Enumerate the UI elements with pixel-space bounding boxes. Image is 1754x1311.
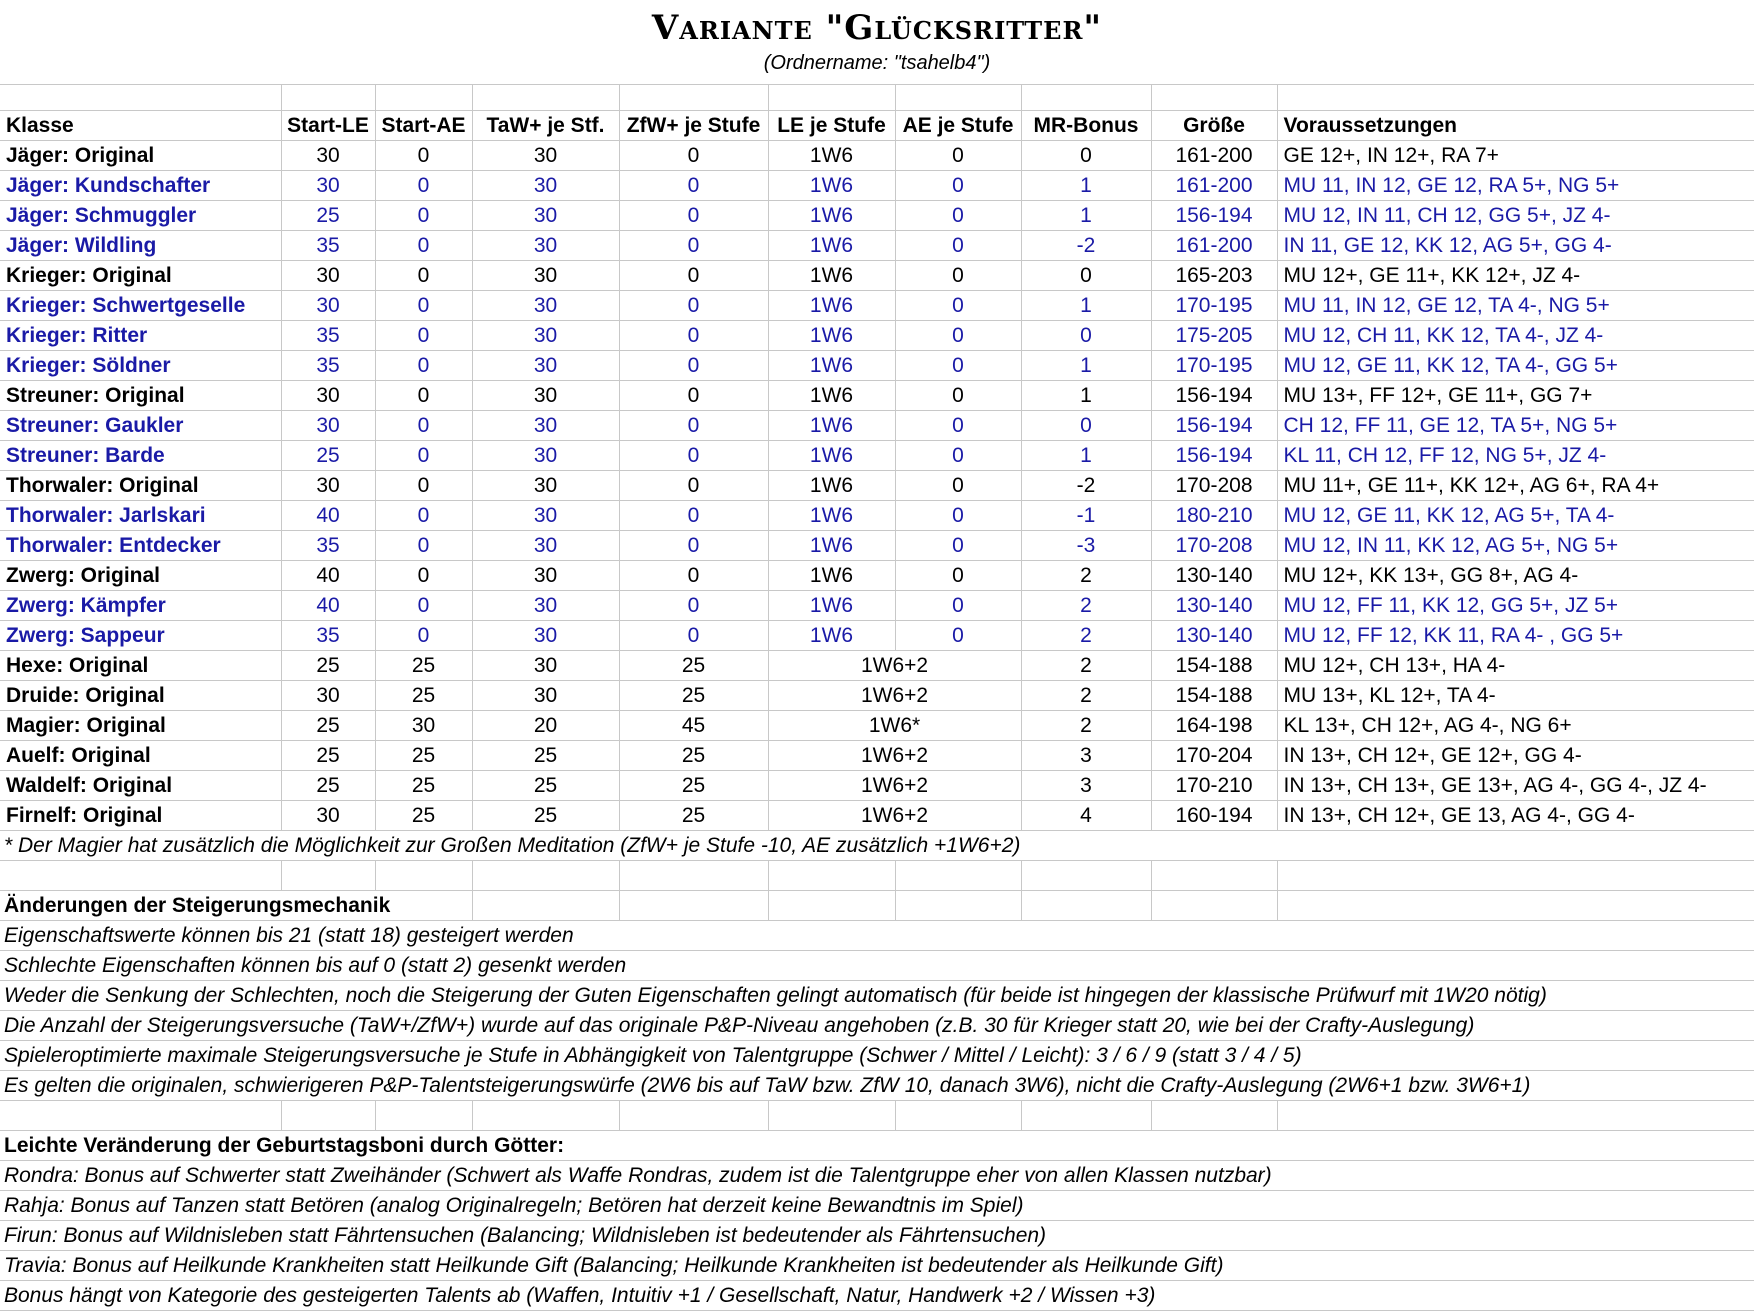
- cell-voraussetzungen: MU 13+, KL 12+, TA 4-: [1277, 681, 1754, 711]
- cell-groesse: 160-194: [1151, 801, 1277, 831]
- cell-mr-bonus: 0: [1021, 261, 1151, 291]
- cell-le-ae-stufe: 1W6+2: [768, 651, 1021, 681]
- cell-le-stufe: 1W6: [768, 171, 895, 201]
- cell-taw: 30: [472, 501, 619, 531]
- section2-line: Rondra: Bonus auf Schwerter statt Zweihänder (Schwert als Waffe Rondras, zudem ist die Talentgruppe eher von allen Klassen nutzbar): [0, 1161, 1754, 1191]
- cell-klasse: Druide: Original: [0, 681, 281, 711]
- cell-ae-stufe: 0: [895, 261, 1021, 291]
- table-row: [0, 471, 1754, 501]
- header-cell-zfw: ZfW+ je Stufe: [619, 111, 768, 141]
- cell-taw: 30: [472, 591, 619, 621]
- cell-klasse: Zwerg: Kämpfer: [0, 591, 281, 621]
- cell-zfw: 0: [619, 381, 768, 411]
- cell-klasse: Jäger: Original: [0, 141, 281, 171]
- cell-mr-bonus: 0: [1021, 141, 1151, 171]
- footnote: * Der Magier hat zusätzlich die Möglichkeit zur Großen Meditation (ZfW+ je Stufe -10, AE zusätzlich +1W6+2): [0, 831, 1754, 861]
- cell-taw: 30: [472, 531, 619, 561]
- cell-start-ae: 25: [375, 741, 472, 771]
- section2-heading-row: [0, 1131, 1754, 1161]
- cell-taw: 30: [472, 261, 619, 291]
- cell-start-le: 25: [281, 651, 375, 681]
- cell-le-stufe: 1W6: [768, 561, 895, 591]
- class-table: [0, 85, 1754, 831]
- spacer-row: [0, 1101, 1754, 1131]
- header-cell-taw: TaW+ je Stf.: [472, 111, 619, 141]
- cell-groesse: 170-195: [1151, 351, 1277, 381]
- cell-start-le: 30: [281, 381, 375, 411]
- cell-taw: 30: [472, 621, 619, 651]
- cell-taw: 30: [472, 351, 619, 381]
- section1-line: Weder die Senkung der Schlechten, noch die Steigerung der Guten Eigenschaften gelingt automatisch (für beide ist hingegen der klassische Prüfwurf mit 1W20 nötig): [0, 981, 1754, 1011]
- cell-taw: 30: [472, 321, 619, 351]
- table-row: [0, 591, 1754, 621]
- cell-groesse: 154-188: [1151, 651, 1277, 681]
- cell-voraussetzungen: MU 12+, GE 11+, KK 12+, JZ 4-: [1277, 261, 1754, 291]
- cell-start-ae: 0: [375, 471, 472, 501]
- cell-start-ae: 0: [375, 171, 472, 201]
- cell-voraussetzungen: IN 13+, CH 12+, GE 12+, GG 4-: [1277, 741, 1754, 771]
- notes-table: [0, 831, 1754, 1311]
- cell-start-ae: 0: [375, 381, 472, 411]
- cell-klasse: Krieger: Original: [0, 261, 281, 291]
- cell-start-le: 25: [281, 201, 375, 231]
- table-row: [0, 141, 1754, 171]
- cell-groesse: 165-203: [1151, 261, 1277, 291]
- cell-ae-stufe: 0: [895, 231, 1021, 261]
- cell-start-ae: 0: [375, 441, 472, 471]
- table-row: [0, 261, 1754, 291]
- cell-voraussetzungen: KL 11, CH 12, FF 12, NG 5+, JZ 4-: [1277, 441, 1754, 471]
- cell-le-stufe: 1W6: [768, 411, 895, 441]
- cell-start-le: 35: [281, 351, 375, 381]
- table-row: [0, 201, 1754, 231]
- cell-start-le: 30: [281, 141, 375, 171]
- cell-voraussetzungen: MU 12, CH 11, KK 12, TA 4-, JZ 4-: [1277, 321, 1754, 351]
- table-row: [0, 741, 1754, 771]
- table-row: [0, 291, 1754, 321]
- cell-klasse: Krieger: Söldner: [0, 351, 281, 381]
- section2-heading: Leichte Veränderung der Geburtstagsboni durch Götter:: [0, 1131, 1754, 1161]
- cell-start-ae: 25: [375, 681, 472, 711]
- cell-groesse: 156-194: [1151, 201, 1277, 231]
- cell-voraussetzungen: KL 13+, CH 12+, AG 4-, NG 6+: [1277, 711, 1754, 741]
- cell-mr-bonus: -1: [1021, 501, 1151, 531]
- cell-le-stufe: 1W6: [768, 531, 895, 561]
- cell-klasse: Thorwaler: Entdecker: [0, 531, 281, 561]
- cell-taw: 30: [472, 441, 619, 471]
- cell-taw: 30: [472, 471, 619, 501]
- cell-taw: 30: [472, 171, 619, 201]
- cell-zfw: 0: [619, 531, 768, 561]
- table-row: [0, 351, 1754, 381]
- cell-klasse: Hexe: Original: [0, 651, 281, 681]
- cell-zfw: 0: [619, 411, 768, 441]
- cell-voraussetzungen: IN 11, GE 12, KK 12, AG 5+, GG 4-: [1277, 231, 1754, 261]
- table-row: [0, 501, 1754, 531]
- cell-start-le: 35: [281, 321, 375, 351]
- cell-le-stufe: 1W6: [768, 621, 895, 651]
- cell-le-stufe: 1W6: [768, 441, 895, 471]
- cell-klasse: Jäger: Kundschafter: [0, 171, 281, 201]
- cell-start-le: 35: [281, 531, 375, 561]
- table-row: [0, 321, 1754, 351]
- cell-voraussetzungen: MU 12+, CH 13+, HA 4-: [1277, 651, 1754, 681]
- cell-groesse: 130-140: [1151, 591, 1277, 621]
- page-subtitle: (Ordnername: "tsahelb4"): [0, 48, 1754, 85]
- cell-le-ae-stufe: 1W6+2: [768, 741, 1021, 771]
- table-row: [0, 681, 1754, 711]
- header-cell-groesse: Größe: [1151, 111, 1277, 141]
- cell-start-ae: 0: [375, 591, 472, 621]
- cell-groesse: 161-200: [1151, 171, 1277, 201]
- cell-taw: 30: [472, 651, 619, 681]
- cell-voraussetzungen: MU 11, IN 12, GE 12, RA 5+, NG 5+: [1277, 171, 1754, 201]
- cell-voraussetzungen: MU 12, GE 11, KK 12, TA 4-, GG 5+: [1277, 351, 1754, 381]
- cell-groesse: 170-210: [1151, 771, 1277, 801]
- cell-ae-stufe: 0: [895, 171, 1021, 201]
- cell-zfw: 0: [619, 261, 768, 291]
- cell-mr-bonus: 1: [1021, 441, 1151, 471]
- cell-start-le: 25: [281, 441, 375, 471]
- cell-taw: 30: [472, 561, 619, 591]
- cell-le-stufe: 1W6: [768, 201, 895, 231]
- cell-klasse: Auelf: Original: [0, 741, 281, 771]
- cell-start-ae: 0: [375, 351, 472, 381]
- spacer-row: [0, 861, 1754, 891]
- cell-ae-stufe: 0: [895, 291, 1021, 321]
- cell-mr-bonus: 1: [1021, 201, 1151, 231]
- table-spacer-row: [0, 85, 1754, 111]
- cell-start-ae: 0: [375, 201, 472, 231]
- cell-voraussetzungen: MU 13+, FF 12+, GE 11+, GG 7+: [1277, 381, 1754, 411]
- cell-voraussetzungen: IN 13+, CH 13+, GE 13+, AG 4-, GG 4-, JZ 4-: [1277, 771, 1754, 801]
- cell-groesse: 161-200: [1151, 231, 1277, 261]
- cell-voraussetzungen: MU 11, IN 12, GE 12, TA 4-, NG 5+: [1277, 291, 1754, 321]
- cell-taw: 25: [472, 801, 619, 831]
- cell-groesse: 130-140: [1151, 561, 1277, 591]
- cell-voraussetzungen: MU 11+, GE 11+, KK 12+, AG 6+, RA 4+: [1277, 471, 1754, 501]
- cell-le-stufe: 1W6: [768, 291, 895, 321]
- cell-klasse: Firnelf: Original: [0, 801, 281, 831]
- section1-line: Es gelten die originalen, schwierigeren P&P-Talentsteigerungswürfe (2W6 bis auf TaW bzw. ZfW 10, danach 3W6), nicht die Crafty-Auslegung (2W6+1 bzw. 3W6+1): [0, 1071, 1754, 1101]
- header-cell-voraussetzungen: Voraussetzungen: [1277, 111, 1754, 141]
- cell-ae-stufe: 0: [895, 441, 1021, 471]
- cell-mr-bonus: 1: [1021, 351, 1151, 381]
- cell-mr-bonus: 1: [1021, 381, 1151, 411]
- cell-le-stufe: 1W6: [768, 231, 895, 261]
- cell-start-le: 25: [281, 711, 375, 741]
- cell-ae-stufe: 0: [895, 471, 1021, 501]
- cell-zfw: 0: [619, 321, 768, 351]
- cell-zfw: 0: [619, 621, 768, 651]
- cell-start-ae: 0: [375, 621, 472, 651]
- cell-zfw: 0: [619, 471, 768, 501]
- cell-zfw: 45: [619, 711, 768, 741]
- cell-zfw: 0: [619, 441, 768, 471]
- cell-taw: 25: [472, 771, 619, 801]
- table-row: [0, 231, 1754, 261]
- section2-line: Travia: Bonus auf Heilkunde Krankheiten statt Heilkunde Gift (Balancing; Heilkunde Krankheiten ist bedeutender als Heilkunde Gift): [0, 1251, 1754, 1281]
- cell-start-le: 40: [281, 561, 375, 591]
- header-cell-mr-bonus: MR-Bonus: [1021, 111, 1151, 141]
- cell-mr-bonus: 2: [1021, 621, 1151, 651]
- cell-groesse: 175-205: [1151, 321, 1277, 351]
- cell-mr-bonus: 2: [1021, 561, 1151, 591]
- cell-mr-bonus: 0: [1021, 411, 1151, 441]
- cell-start-le: 25: [281, 741, 375, 771]
- cell-groesse: 156-194: [1151, 441, 1277, 471]
- table-row: [0, 171, 1754, 201]
- cell-le-stufe: 1W6: [768, 501, 895, 531]
- cell-taw: 20: [472, 711, 619, 741]
- cell-ae-stufe: 0: [895, 351, 1021, 381]
- cell-zfw: 0: [619, 171, 768, 201]
- cell-zfw: 25: [619, 741, 768, 771]
- cell-ae-stufe: 0: [895, 501, 1021, 531]
- cell-groesse: 170-208: [1151, 531, 1277, 561]
- cell-le-ae-stufe: 1W6*: [768, 711, 1021, 741]
- cell-start-ae: 0: [375, 291, 472, 321]
- cell-start-le: 30: [281, 261, 375, 291]
- cell-taw: 30: [472, 411, 619, 441]
- cell-groesse: 170-208: [1151, 471, 1277, 501]
- cell-zfw: 0: [619, 591, 768, 621]
- cell-ae-stufe: 0: [895, 561, 1021, 591]
- table-row: [0, 771, 1754, 801]
- cell-mr-bonus: -2: [1021, 231, 1151, 261]
- section1-heading-row: [0, 891, 1754, 921]
- cell-start-le: 25: [281, 771, 375, 801]
- cell-zfw: 0: [619, 141, 768, 171]
- cell-ae-stufe: 0: [895, 381, 1021, 411]
- cell-ae-stufe: 0: [895, 621, 1021, 651]
- cell-start-ae: 25: [375, 801, 472, 831]
- table-row: [0, 441, 1754, 471]
- cell-taw: 30: [472, 381, 619, 411]
- cell-ae-stufe: 0: [895, 141, 1021, 171]
- cell-le-ae-stufe: 1W6+2: [768, 771, 1021, 801]
- cell-start-le: 40: [281, 591, 375, 621]
- cell-groesse: 164-198: [1151, 711, 1277, 741]
- cell-klasse: Zwerg: Original: [0, 561, 281, 591]
- table-row: [0, 711, 1754, 741]
- cell-klasse: Zwerg: Sappeur: [0, 621, 281, 651]
- cell-start-ae: 0: [375, 501, 472, 531]
- cell-taw: 30: [472, 681, 619, 711]
- cell-groesse: 180-210: [1151, 501, 1277, 531]
- cell-ae-stufe: 0: [895, 201, 1021, 231]
- cell-groesse: 130-140: [1151, 621, 1277, 651]
- cell-le-stufe: 1W6: [768, 471, 895, 501]
- cell-start-le: 40: [281, 501, 375, 531]
- cell-klasse: Krieger: Schwertgeselle: [0, 291, 281, 321]
- cell-mr-bonus: -3: [1021, 531, 1151, 561]
- cell-klasse: Waldelf: Original: [0, 771, 281, 801]
- cell-start-ae: 30: [375, 711, 472, 741]
- cell-mr-bonus: 2: [1021, 681, 1151, 711]
- cell-klasse: Thorwaler: Original: [0, 471, 281, 501]
- cell-klasse: Streuner: Original: [0, 381, 281, 411]
- cell-le-stufe: 1W6: [768, 141, 895, 171]
- cell-zfw: 0: [619, 231, 768, 261]
- section1-line: Die Anzahl der Steigerungsversuche (TaW+/ZfW+) wurde auf das originale P&P-Niveau angehoben (z.B. 30 für Krieger statt 20, wie bei der Crafty-Auslegung): [0, 1011, 1754, 1041]
- cell-start-ae: 0: [375, 141, 472, 171]
- cell-groesse: 156-194: [1151, 411, 1277, 441]
- cell-mr-bonus: -2: [1021, 471, 1151, 501]
- cell-voraussetzungen: GE 12+, IN 12+, RA 7+: [1277, 141, 1754, 171]
- cell-groesse: 156-194: [1151, 381, 1277, 411]
- cell-start-ae: 25: [375, 651, 472, 681]
- cell-klasse: Jäger: Schmuggler: [0, 201, 281, 231]
- table-row: [0, 411, 1754, 441]
- cell-mr-bonus: 2: [1021, 591, 1151, 621]
- cell-mr-bonus: 3: [1021, 741, 1151, 771]
- cell-mr-bonus: 3: [1021, 771, 1151, 801]
- cell-ae-stufe: 0: [895, 321, 1021, 351]
- cell-le-stufe: 1W6: [768, 591, 895, 621]
- cell-mr-bonus: 4: [1021, 801, 1151, 831]
- cell-voraussetzungen: MU 12+, KK 13+, GG 8+, AG 4-: [1277, 561, 1754, 591]
- cell-taw: 30: [472, 291, 619, 321]
- cell-voraussetzungen: MU 12, IN 11, CH 12, GG 5+, JZ 4-: [1277, 201, 1754, 231]
- cell-le-stufe: 1W6: [768, 321, 895, 351]
- cell-mr-bonus: 2: [1021, 711, 1151, 741]
- cell-taw: 25: [472, 741, 619, 771]
- cell-klasse: Thorwaler: Jarlskari: [0, 501, 281, 531]
- cell-voraussetzungen: MU 12, FF 12, KK 11, RA 4- , GG 5+: [1277, 621, 1754, 651]
- table-row: [0, 621, 1754, 651]
- cell-start-le: 30: [281, 471, 375, 501]
- table-row: [0, 561, 1754, 591]
- cell-start-ae: 0: [375, 261, 472, 291]
- cell-voraussetzungen: MU 12, IN 11, KK 12, AG 5+, NG 5+: [1277, 531, 1754, 561]
- cell-groesse: 170-204: [1151, 741, 1277, 771]
- cell-ae-stufe: 0: [895, 531, 1021, 561]
- section1-line: Spieleroptimierte maximale Steigerungsversuche je Stufe in Abhängigkeit von Talentgruppe (Schwer / Mittel / Leicht): 3 / 6 / 9 (statt 3 / 4 / 5): [0, 1041, 1754, 1071]
- table-row: [0, 651, 1754, 681]
- cell-mr-bonus: 0: [1021, 321, 1151, 351]
- cell-klasse: Streuner: Barde: [0, 441, 281, 471]
- table-row: [0, 801, 1754, 831]
- section2-line: Bonus hängt von Kategorie des gesteigerten Talents ab (Waffen, Intuitiv +1 / Gesellschaft, Natur, Handwerk +2 / Wissen +3): [0, 1281, 1754, 1311]
- cell-le-stufe: 1W6: [768, 351, 895, 381]
- header-cell-le-stufe: LE je Stufe: [768, 111, 895, 141]
- cell-mr-bonus: 1: [1021, 171, 1151, 201]
- section1-line: Eigenschaftswerte können bis 21 (statt 18) gesteigert werden: [0, 921, 1754, 951]
- cell-voraussetzungen: CH 12, FF 11, GE 12, TA 5+, NG 5+: [1277, 411, 1754, 441]
- cell-voraussetzungen: MU 12, GE 11, KK 12, AG 5+, TA 4-: [1277, 501, 1754, 531]
- cell-le-ae-stufe: 1W6+2: [768, 681, 1021, 711]
- section2-line: Rahja: Bonus auf Tanzen statt Betören (analog Originalregeln; Betören hat derzeit keine Bewandtnis im Spiel): [0, 1191, 1754, 1221]
- cell-voraussetzungen: MU 12, FF 11, KK 12, GG 5+, JZ 5+: [1277, 591, 1754, 621]
- table-row: [0, 531, 1754, 561]
- cell-start-ae: 0: [375, 321, 472, 351]
- cell-ae-stufe: 0: [895, 411, 1021, 441]
- section1-line: Schlechte Eigenschaften können bis auf 0 (statt 2) gesenkt werden: [0, 951, 1754, 981]
- cell-zfw: 25: [619, 651, 768, 681]
- cell-groesse: 154-188: [1151, 681, 1277, 711]
- header-cell-klasse: Klasse: [0, 111, 281, 141]
- cell-ae-stufe: 0: [895, 591, 1021, 621]
- cell-start-ae: 0: [375, 231, 472, 261]
- cell-zfw: 0: [619, 291, 768, 321]
- cell-le-stufe: 1W6: [768, 261, 895, 291]
- cell-start-le: 30: [281, 801, 375, 831]
- cell-le-ae-stufe: 1W6+2: [768, 801, 1021, 831]
- cell-le-stufe: 1W6: [768, 381, 895, 411]
- cell-start-le: 30: [281, 171, 375, 201]
- cell-start-le: 30: [281, 411, 375, 441]
- page-title: Variante "Glücksritter": [651, 8, 1103, 48]
- cell-zfw: 0: [619, 351, 768, 381]
- cell-klasse: Streuner: Gaukler: [0, 411, 281, 441]
- cell-start-le: 35: [281, 231, 375, 261]
- cell-start-ae: 0: [375, 561, 472, 591]
- cell-mr-bonus: 1: [1021, 291, 1151, 321]
- cell-start-ae: 0: [375, 411, 472, 441]
- cell-start-ae: 25: [375, 771, 472, 801]
- cell-klasse: Jäger: Wildling: [0, 231, 281, 261]
- section1-heading: Änderungen der Steigerungsmechanik: [0, 891, 472, 921]
- footnote-row: [0, 831, 1754, 861]
- cell-klasse: Krieger: Ritter: [0, 321, 281, 351]
- cell-start-le: 35: [281, 621, 375, 651]
- cell-start-le: 30: [281, 681, 375, 711]
- cell-voraussetzungen: IN 13+, CH 12+, GE 13, AG 4-, GG 4-: [1277, 801, 1754, 831]
- table-header-row: [0, 111, 1754, 141]
- cell-taw: 30: [472, 141, 619, 171]
- cell-start-le: 30: [281, 291, 375, 321]
- table-row: [0, 381, 1754, 411]
- header-cell-start-le: Start-LE: [281, 111, 375, 141]
- section2-line: Firun: Bonus auf Wildnisleben statt Fährtensuchen (Balancing; Wildnisleben ist bedeutender als Fährtensuchen): [0, 1221, 1754, 1251]
- cell-groesse: 170-195: [1151, 291, 1277, 321]
- cell-start-ae: 0: [375, 531, 472, 561]
- cell-groesse: 161-200: [1151, 141, 1277, 171]
- header-cell-start-ae: Start-AE: [375, 111, 472, 141]
- cell-taw: 30: [472, 231, 619, 261]
- cell-zfw: 25: [619, 771, 768, 801]
- cell-zfw: 25: [619, 801, 768, 831]
- cell-mr-bonus: 2: [1021, 651, 1151, 681]
- cell-zfw: 25: [619, 681, 768, 711]
- cell-klasse: Magier: Original: [0, 711, 281, 741]
- cell-zfw: 0: [619, 501, 768, 531]
- cell-zfw: 0: [619, 561, 768, 591]
- cell-zfw: 0: [619, 201, 768, 231]
- header-cell-ae-stufe: AE je Stufe: [895, 111, 1021, 141]
- cell-taw: 30: [472, 201, 619, 231]
